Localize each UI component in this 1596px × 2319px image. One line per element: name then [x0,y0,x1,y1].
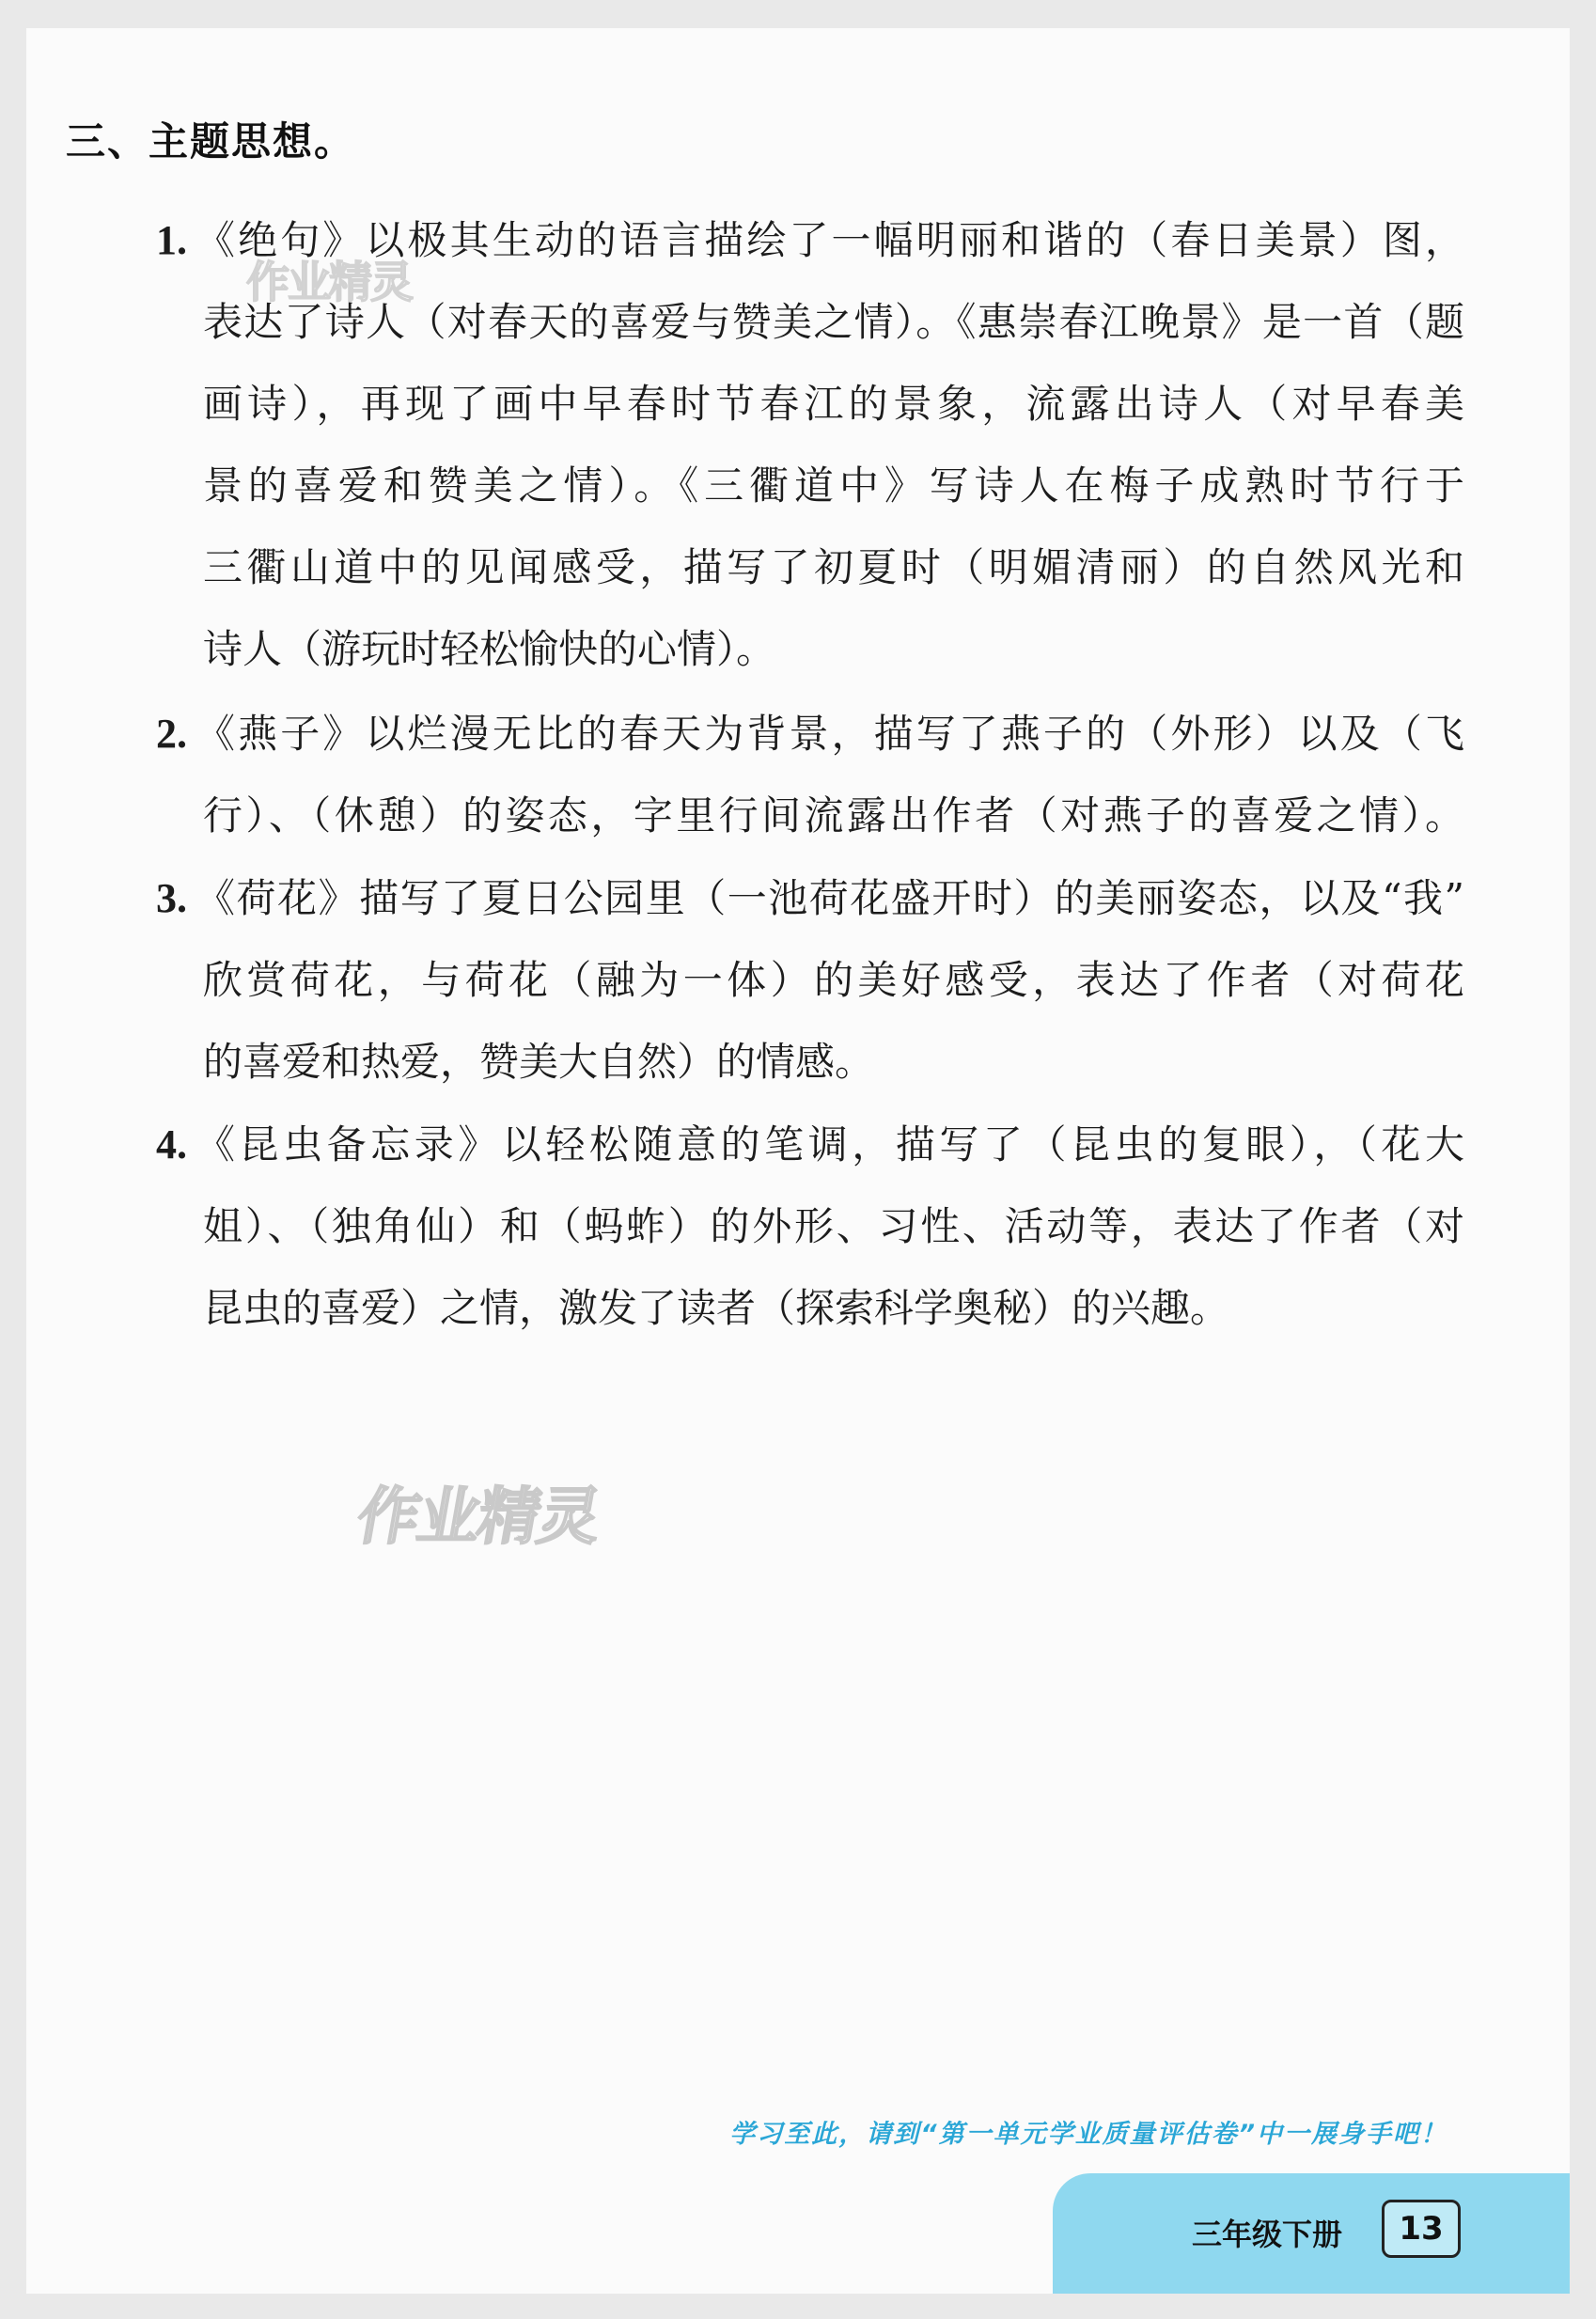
watermark: 作业精灵 [246,257,412,307]
item-line: 欣赏荷花，与荷花（融为一体）的美好感受，表达了作者（对荷花 [203,957,1464,1003]
item-line: 《绝句》以极其生动的语言描绘了一幅明丽和谐的（春日美景）图， [196,217,1464,263]
list-item [158,1104,1464,1349]
item-line: 三衢山道中的见闻感受，描写了初夏时（明媚清丽）的自然风光和 [203,544,1464,590]
section-heading: 三、主题思想。 [66,118,356,165]
item-line: 姐）、（独角仙）和（蚂蚱）的外形、习性、活动等，表达了作者（对 [203,1203,1464,1249]
footer-tab [1053,2173,1570,2294]
item-line: 景的喜爱和赞美之情）。《三衢道中》写诗人在梅子成熟时节行于 [203,462,1464,509]
list-item [158,857,1464,1103]
grade-label: 三年级下册 [1192,2217,1343,2252]
item-line: 《荷花》描写了夏日公园里（一池荷花盛开时）的美丽姿态，以及“我” [196,875,1464,921]
item-number: 2. [156,711,187,757]
item-line: 行）、（休憩）的姿态，字里行间流露出作者（对燕子的喜爱之情）。 [203,792,1464,838]
list-item [158,693,1464,856]
item-line: 昆虫的喜爱）之情，激发了读者（探索科学奥秘）的兴趣。 [203,1285,1230,1331]
item-line: 的喜爱和热爱，赞美大自然）的情感。 [203,1039,875,1085]
item-number: 1. [156,217,187,263]
item-number: 4. [156,1121,187,1167]
item-line: 《昆虫备忘录》以轻松随意的笔调，描写了（昆虫的复眼），（花大 [196,1121,1464,1167]
item-line: 表达了诗人（对春天的喜爱与赞美之情）。《惠崇春江晚景》是一首（题 [203,299,1464,345]
watermark: 作业精灵 [352,1481,605,1553]
item-line: 画诗），再现了画中早春时节春江的景象，流露出诗人（对早春美 [203,381,1464,427]
page-number: 13 [1382,2200,1461,2258]
item-line: 《燕子》以烂漫无比的春天为背景，描写了燕子的（外形）以及（飞 [196,711,1464,757]
footer-tip: 学习至此，请到“第一单元学业质量评估卷”中一展身手吧！ [729,2120,1447,2149]
item-number: 3. [156,875,187,921]
item-line: 诗人（游玩时轻松愉快的心情）。 [203,626,776,672]
